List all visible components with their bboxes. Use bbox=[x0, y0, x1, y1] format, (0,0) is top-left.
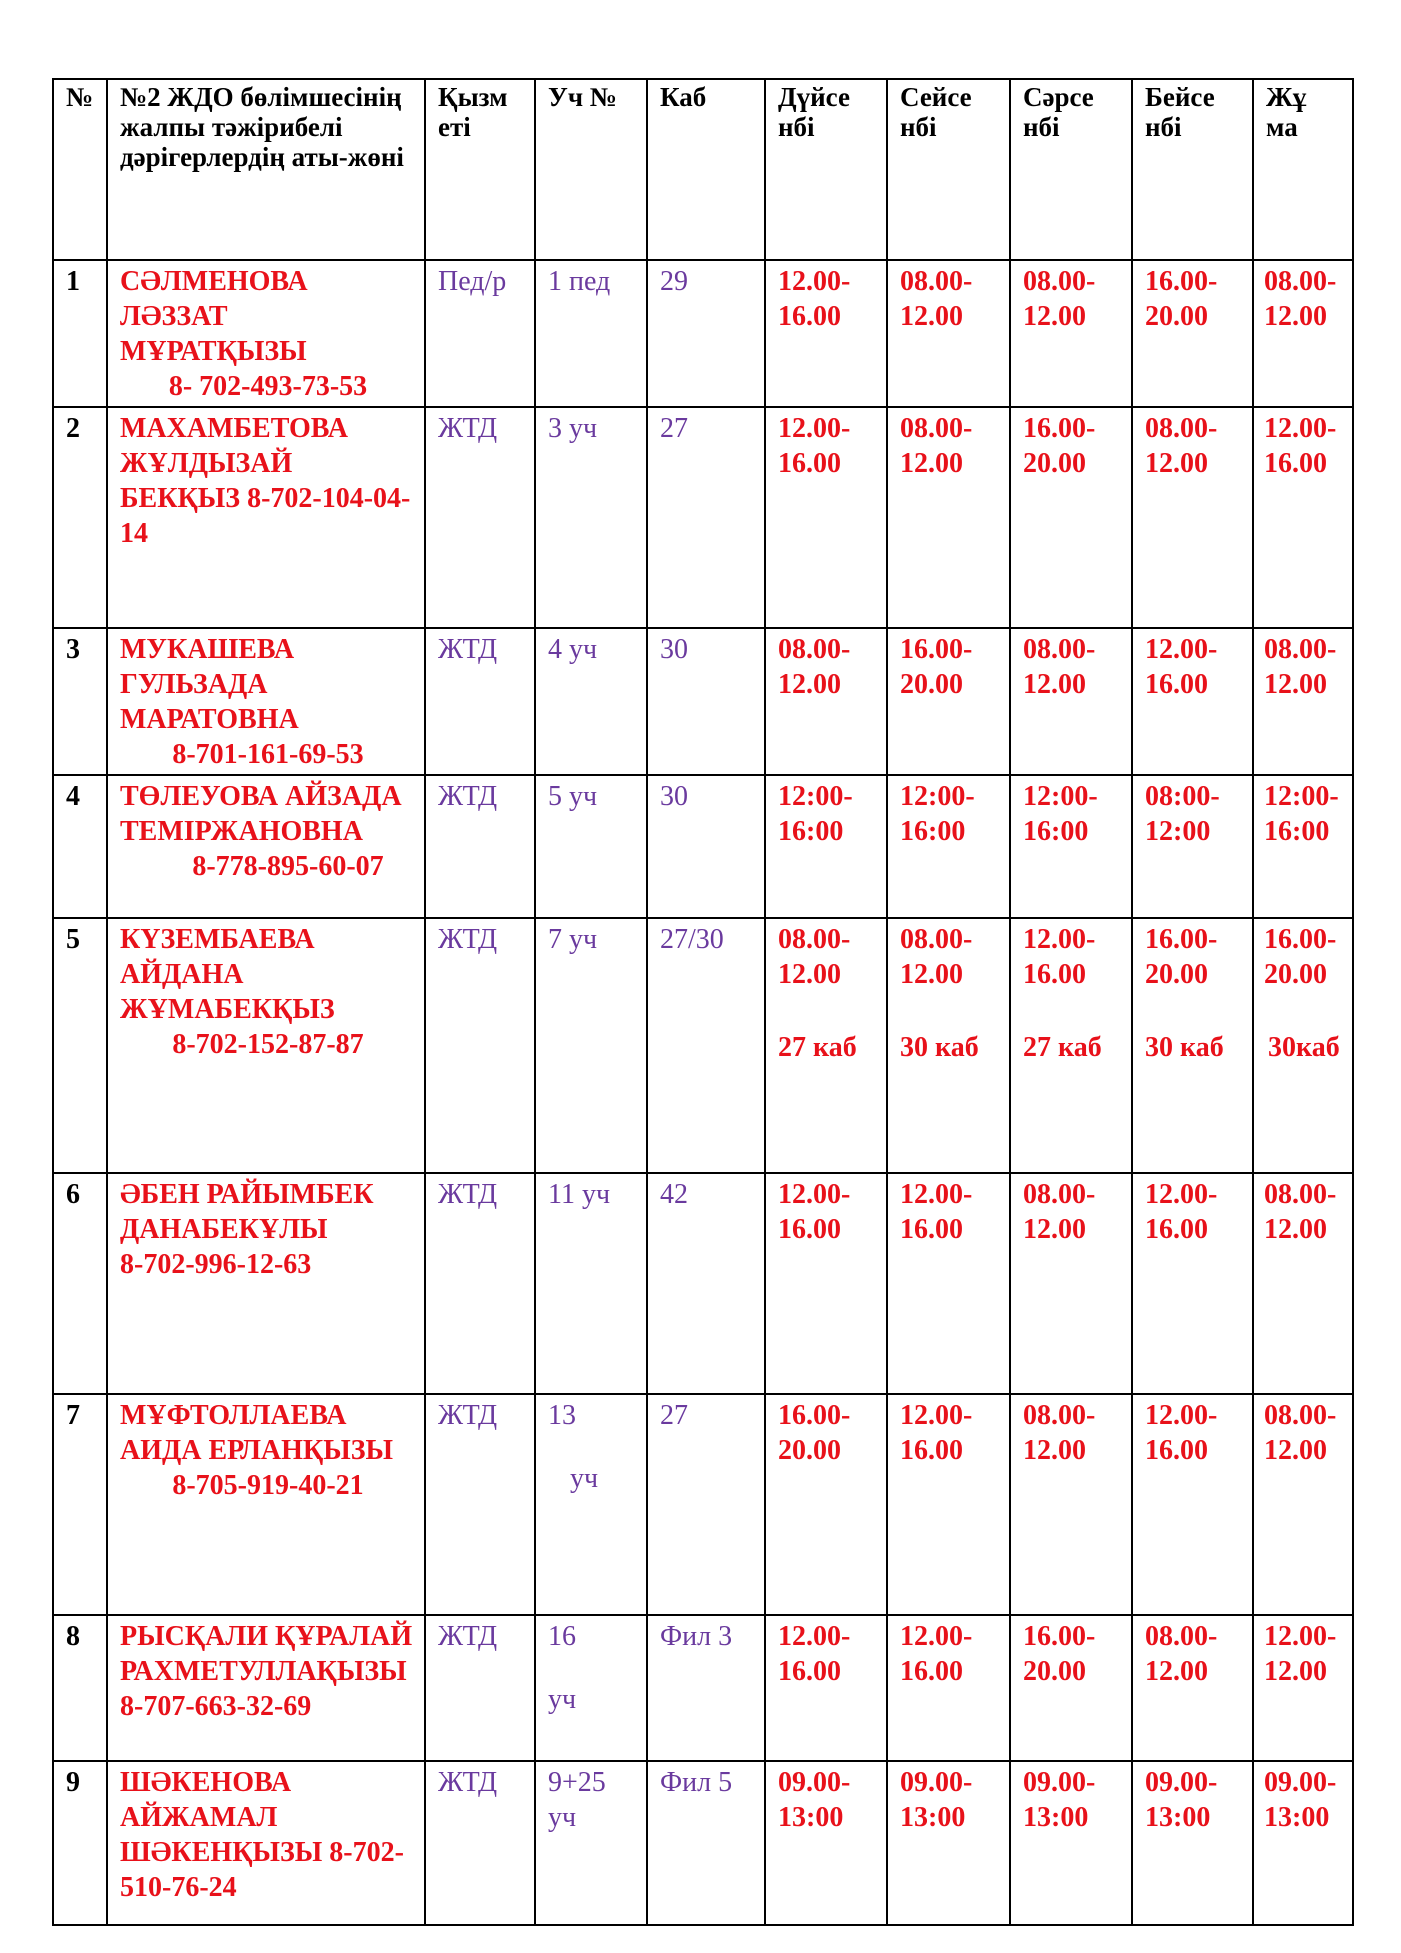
thursday-hours: 16.00-20.00 bbox=[1132, 260, 1253, 407]
doctor-name-cell bbox=[107, 407, 425, 628]
table-row bbox=[53, 260, 1353, 407]
doctor-phone: 8-701-161-69-53 bbox=[172, 739, 364, 770]
row-number: 8 bbox=[53, 1615, 107, 1761]
site-cell: 1 пед bbox=[535, 260, 647, 407]
monday-hours-cell bbox=[765, 918, 887, 1173]
header-friday: Жұ ма bbox=[1253, 79, 1353, 260]
table-row bbox=[53, 1761, 1353, 1925]
cabinet-cell: 30 bbox=[647, 775, 765, 918]
row-number: 6 bbox=[53, 1173, 107, 1394]
site-cell bbox=[535, 1394, 647, 1615]
header-cabinet: Каб bbox=[647, 79, 765, 260]
doctor-name-cell bbox=[107, 628, 425, 775]
doctor-name-cell bbox=[107, 260, 425, 407]
tuesday-hours: 08.00-12.00 bbox=[887, 260, 1010, 407]
doctor-name-cell bbox=[107, 1394, 425, 1615]
monday-hours: 12.00-16.00 bbox=[765, 260, 887, 407]
table-row bbox=[53, 918, 1353, 1173]
wednesday-hours: 08.00-12.00 bbox=[1010, 1173, 1132, 1394]
header-doctor-name: №2 ЖДО бөлімшесінің жалпы тәжірибелі дәрігерлердің аты-жөні bbox=[107, 79, 425, 260]
doctor-phone: 8-702-152-87-87 bbox=[172, 1029, 364, 1060]
wednesday-cabinet-note: 27 каб bbox=[1023, 1032, 1102, 1063]
doctor-name: РЫСҚАЛИ ҚҰРАЛАЙ РАХМЕТУЛЛАҚЫЗЫ bbox=[120, 1621, 413, 1687]
friday-hours: 09.00-13:00 bbox=[1253, 1761, 1353, 1925]
monday-hours: 08.00-12.00 bbox=[778, 924, 851, 990]
site-cell: 3 уч bbox=[535, 407, 647, 628]
table-row bbox=[53, 628, 1353, 775]
header-tuesday: Сейсе нбі bbox=[887, 79, 1010, 260]
site-cell: 9+25 уч bbox=[535, 1761, 647, 1925]
tuesday-hours: 16.00-20.00 bbox=[887, 628, 1010, 775]
doctor-name: МҰФТОЛЛАЕВА АИДА ЕРЛАНҚЫЗЫ bbox=[120, 1400, 393, 1466]
role-cell: ЖТД bbox=[425, 1173, 535, 1394]
cabinet-cell: 27/30 bbox=[647, 918, 765, 1173]
header-number: № bbox=[53, 79, 107, 260]
wednesday-hours: 09.00-13:00 bbox=[1010, 1761, 1132, 1925]
doctor-name: МАХАМБЕТОВА ЖҰЛДЫЗАЙ БЕКҚЫЗ bbox=[120, 413, 348, 514]
role-cell: ЖТД bbox=[425, 407, 535, 628]
monday-hours: 08.00-12.00 bbox=[765, 628, 887, 775]
cabinet-cell: 27 bbox=[647, 407, 765, 628]
doctor-name-cell bbox=[107, 1173, 425, 1394]
friday-hours: 08.00-12.00 bbox=[1253, 260, 1353, 407]
header-monday: Дүйсе нбі bbox=[765, 79, 887, 260]
tuesday-hours: 12.00-16.00 bbox=[887, 1615, 1010, 1761]
tuesday-hours: 12:00-16:00 bbox=[887, 775, 1010, 918]
wednesday-hours: 12:00-16:00 bbox=[1010, 775, 1132, 918]
tuesday-hours-cell bbox=[887, 918, 1010, 1173]
header-thursday: Бейсе нбі bbox=[1132, 79, 1253, 260]
cabinet-cell: Фил 3 bbox=[647, 1615, 765, 1761]
monday-hours: 09.00-13:00 bbox=[765, 1761, 887, 1925]
friday-cabinet-note: 30каб bbox=[1268, 1032, 1340, 1063]
role-cell: ЖТД bbox=[425, 775, 535, 918]
wednesday-hours: 08.00-12.00 bbox=[1010, 628, 1132, 775]
thursday-hours: 12.00-16.00 bbox=[1132, 1394, 1253, 1615]
wednesday-hours-cell bbox=[1010, 918, 1132, 1173]
site-cell: 4 уч bbox=[535, 628, 647, 775]
monday-hours: 12.00-16.00 bbox=[765, 407, 887, 628]
thursday-hours-cell bbox=[1132, 918, 1253, 1173]
row-number: 1 bbox=[53, 260, 107, 407]
role-cell: ЖТД bbox=[425, 1394, 535, 1615]
doctor-name: ӘБЕН РАЙЫМБЕК ДАНАБЕКҰЛЫ bbox=[120, 1179, 374, 1245]
header-role: Қызм еті bbox=[425, 79, 535, 260]
doctor-name-cell bbox=[107, 918, 425, 1173]
monday-hours: 16.00-20.00 bbox=[765, 1394, 887, 1615]
row-number: 9 bbox=[53, 1761, 107, 1925]
table-row bbox=[53, 1173, 1353, 1394]
table-row bbox=[53, 1615, 1353, 1761]
cabinet-cell: Фил 5 bbox=[647, 1761, 765, 1925]
wednesday-hours: 16.00-20.00 bbox=[1010, 1615, 1132, 1761]
row-number: 3 bbox=[53, 628, 107, 775]
thursday-hours: 12.00-16.00 bbox=[1132, 1173, 1253, 1394]
cabinet-cell: 27 bbox=[647, 1394, 765, 1615]
cabinet-cell: 42 bbox=[647, 1173, 765, 1394]
tuesday-hours: 12.00-16.00 bbox=[887, 1394, 1010, 1615]
role-cell: ЖТД bbox=[425, 628, 535, 775]
tuesday-hours: 12.00-16.00 bbox=[887, 1173, 1010, 1394]
thursday-cabinet-note: 30 каб bbox=[1145, 1032, 1224, 1063]
site-cell: 5 уч bbox=[535, 775, 647, 918]
role-cell: Пед/р bbox=[425, 260, 535, 407]
friday-hours: 16.00-20.00 bbox=[1264, 924, 1337, 990]
table-row bbox=[53, 407, 1353, 628]
wednesday-hours: 08.00-12.00 bbox=[1010, 260, 1132, 407]
tuesday-hours: 08.00-12.00 bbox=[887, 407, 1010, 628]
header-site: Уч № bbox=[535, 79, 647, 260]
site-unit: уч bbox=[548, 1684, 577, 1715]
thursday-hours: 08.00-12.00 bbox=[1132, 407, 1253, 628]
role-cell: ЖТД bbox=[425, 1615, 535, 1761]
doctor-schedule-table bbox=[52, 78, 1354, 1926]
friday-hours: 12.00-16.00 bbox=[1253, 407, 1353, 628]
friday-hours: 08.00-12.00 bbox=[1253, 1173, 1353, 1394]
thursday-hours: 08:00-12:00 bbox=[1132, 775, 1253, 918]
role-cell: ЖТД bbox=[425, 918, 535, 1173]
site-cell: 7 уч bbox=[535, 918, 647, 1173]
wednesday-hours: 12.00-16.00 bbox=[1023, 924, 1096, 990]
monday-hours: 12.00-16.00 bbox=[765, 1615, 887, 1761]
doctor-phone: 8-778-895-60-07 bbox=[192, 851, 384, 882]
doctor-name: СӘЛМЕНОВА ЛӘЗЗАТ МҰРАТҚЫЗЫ bbox=[120, 266, 308, 367]
row-number: 7 bbox=[53, 1394, 107, 1615]
monday-cabinet-note: 27 каб bbox=[778, 1032, 857, 1063]
monday-hours: 12:00-16:00 bbox=[765, 775, 887, 918]
doctor-name-cell bbox=[107, 775, 425, 918]
site-cell: 11 уч bbox=[535, 1173, 647, 1394]
friday-hours: 12.00-12.00 bbox=[1253, 1615, 1353, 1761]
row-number: 4 bbox=[53, 775, 107, 918]
doctor-phone: 8-702-996-12-63 bbox=[120, 1249, 312, 1280]
doctor-phone: 8-702-104-04-14 bbox=[120, 483, 411, 549]
thursday-hours: 12.00-16.00 bbox=[1132, 628, 1253, 775]
row-number: 5 bbox=[53, 918, 107, 1173]
thursday-hours: 08.00-12.00 bbox=[1132, 1615, 1253, 1761]
doctor-name: ШӘКЕНОВА АЙЖАМАЛ ШӘКЕНҚЫЗЫ bbox=[120, 1767, 323, 1868]
header-row bbox=[53, 79, 1353, 260]
tuesday-hours: 08.00-12.00 bbox=[900, 924, 973, 990]
friday-hours-cell bbox=[1253, 918, 1353, 1173]
site-number: 16 bbox=[548, 1621, 576, 1652]
friday-hours: 08.00-12.00 bbox=[1253, 628, 1353, 775]
doctor-name: МУКАШЕВА ГУЛЬЗАДА МАРАТОВНА bbox=[120, 634, 299, 735]
site-spacer bbox=[548, 1654, 638, 1682]
site-number: 13 bbox=[548, 1400, 576, 1431]
doctor-phone: 8-702-510-76-24 bbox=[120, 1837, 404, 1903]
header-wednesday: Сәрсе нбі bbox=[1010, 79, 1132, 260]
site-unit: уч bbox=[570, 1463, 599, 1494]
doctor-phone: 8-705-919-40-21 bbox=[172, 1470, 364, 1501]
table-row bbox=[53, 775, 1353, 918]
thursday-hours: 09.00-13:00 bbox=[1132, 1761, 1253, 1925]
doctor-name-cell bbox=[107, 1761, 425, 1925]
doctor-phone: 8-707-663-32-69 bbox=[120, 1691, 312, 1722]
tuesday-hours: 09.00-13:00 bbox=[887, 1761, 1010, 1925]
doctor-name: КҮЗЕМБАЕВА АЙДАНА ЖҰМАБЕКҚЫЗ bbox=[120, 924, 335, 1025]
monday-hours: 12.00-16.00 bbox=[765, 1173, 887, 1394]
doctor-name-cell bbox=[107, 1615, 425, 1761]
row-number: 2 bbox=[53, 407, 107, 628]
role-cell: ЖТД bbox=[425, 1761, 535, 1925]
cabinet-cell: 30 bbox=[647, 628, 765, 775]
doctor-phone: 8- 702-493-73-53 bbox=[168, 371, 368, 402]
thursday-hours: 16.00-20.00 bbox=[1145, 924, 1218, 990]
site-spacer bbox=[548, 1433, 638, 1461]
friday-hours: 08.00-12.00 bbox=[1253, 1394, 1353, 1615]
tuesday-cabinet-note: 30 каб bbox=[900, 1032, 979, 1063]
wednesday-hours: 08.00-12.00 bbox=[1010, 1394, 1132, 1615]
site-cell bbox=[535, 1615, 647, 1761]
cabinet-cell: 29 bbox=[647, 260, 765, 407]
wednesday-hours: 16.00-20.00 bbox=[1010, 407, 1132, 628]
doctor-name: ТӨЛЕУОВА АЙЗАДА ТЕМІРЖАНОВНА bbox=[120, 781, 402, 847]
table-row bbox=[53, 1394, 1353, 1615]
friday-hours: 12:00-16:00 bbox=[1253, 775, 1353, 918]
